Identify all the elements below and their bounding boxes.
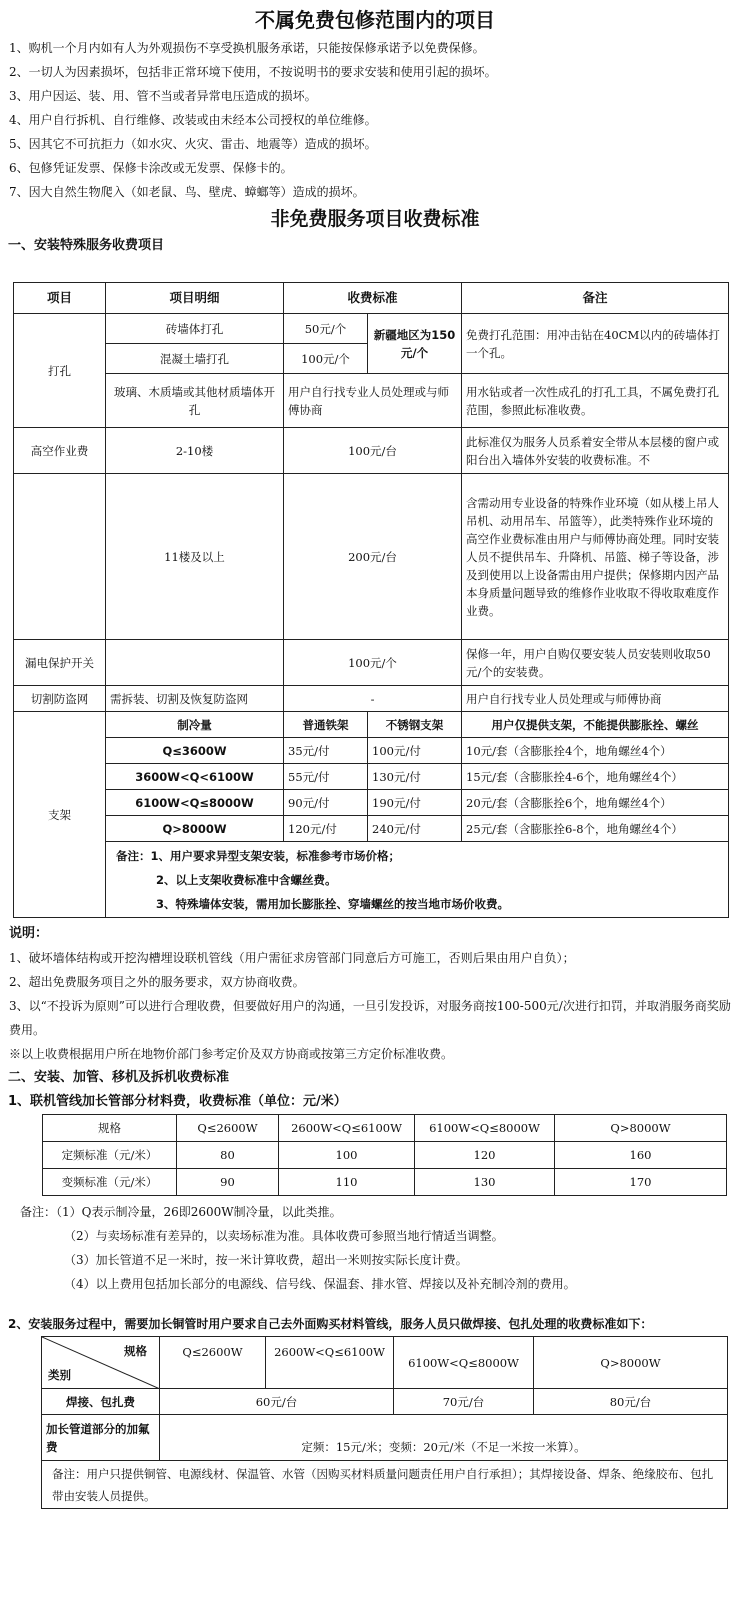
pipe-header-col: Q≤2600W xyxy=(177,1115,279,1142)
pipe-header-col: Q>8000W xyxy=(555,1115,727,1142)
bracket-capacity: Q>8000W xyxy=(106,816,284,842)
section-heading-1: 一、安装特殊服务收费项目 xyxy=(8,238,165,253)
bracket-notes xyxy=(106,842,729,918)
welding-fee: 70元/台 xyxy=(394,1389,534,1415)
explanation xyxy=(0,922,750,1066)
bracket-screw-fee: 10元/套（含膨胀拴4个，地角螺丝4个） xyxy=(462,738,729,764)
fluor-row-label: 加长管道部分的加氟费 xyxy=(42,1415,160,1461)
drill-glass-fee: 用户自行找专业人员处理或与师傅协商 xyxy=(284,374,462,428)
corner-category: 类别 xyxy=(48,1367,71,1382)
explanation-item: 2、超出免费服务项目之外的服务要求，双方协商收费。 xyxy=(9,975,305,989)
high-fee-1: 100元/台 xyxy=(284,428,462,474)
pipe-remark: （2）与卖场标准有差异的，以卖场标准为准。具体收费可参照当地行情适当调整。 xyxy=(64,1229,504,1243)
row-label-high-work-2 xyxy=(14,474,106,640)
welding-note: 备注：用户只提供铜管、电源线材、保温管、水管（因购买材料质量问题责任用户自行承担）；其焊接设备、焊条、绝缘胶布、包扎带由安装人员提供。 xyxy=(42,1461,728,1509)
fluor-fee: 定频：15元/米；变频：20元/米（不足一米按一米算）。 xyxy=(160,1415,728,1461)
special-service-fee-table xyxy=(13,282,729,918)
bracket-capacity: 3600W<Q<6100W xyxy=(106,764,284,790)
title-not-free-repair: 不属免费包修范围内的项目 xyxy=(255,8,495,32)
welding-header-col: 2600W<Q≤6100W xyxy=(266,1337,394,1389)
pipe-remark: 备注：（1）Q表示制冷量，26即2600W制冷量，以此类推。 xyxy=(20,1205,342,1219)
explanation-heading: 说明： xyxy=(9,926,49,941)
row-label-leak-switch: 漏电保护开关 xyxy=(14,640,106,686)
row-label-drill: 打孔 xyxy=(14,314,106,428)
bracket-steel-fee: 130元/付 xyxy=(368,764,462,790)
subsection-pipe-fee: 1、联机管线加长管部分材料费，收费标准（单位：元/米） xyxy=(8,1094,347,1109)
pipe-row-label: 变频标准（元/米） xyxy=(43,1169,177,1196)
drill-brick-fee: 50元/个 xyxy=(284,314,368,344)
pipe-cell: 120 xyxy=(415,1142,555,1169)
welding-fee: 60元/台 xyxy=(160,1389,394,1415)
bracket-iron-fee: 90元/付 xyxy=(284,790,368,816)
high-detail-1: 2-10楼 xyxy=(106,428,284,474)
high-fee-2: 200元/台 xyxy=(284,474,462,640)
title-fee-standard: 非免费服务项目收费标准 xyxy=(270,208,480,230)
col-header-detail: 项目明细 xyxy=(106,283,284,314)
list-item: 1、购机一个月内如有人为外观损伤不享受换机服务承诺，只能按保修承诺予以免费保修。 xyxy=(9,41,485,55)
welding-corner-cell xyxy=(42,1337,160,1389)
bracket-steel-fee: 240元/付 xyxy=(368,816,462,842)
pipe-cell: 160 xyxy=(555,1142,727,1169)
pipe-header-col: 6100W<Q≤8000W xyxy=(415,1115,555,1142)
guard-detail: 需拆装、切割及恢复防盗网 xyxy=(106,686,284,712)
bracket-note: 3、特殊墙体安装，需用加长膨胀拴、穿墙螺丝的按当地市场价收费。 xyxy=(156,896,509,911)
welding-fee-table xyxy=(41,1336,728,1509)
pipe-remark: （3）加长管道不足一米时，按一米计算收费，超出一米则按实际长度计费。 xyxy=(64,1253,468,1267)
bracket-screw-fee: 15元/套（含膨胀拴4-6个，地角螺丝4个） xyxy=(462,764,729,790)
drill-concrete: 混凝土墙打孔 xyxy=(106,344,284,374)
col-header-fee: 收费标准 xyxy=(284,283,462,314)
bracket-screw-fee: 20元/套（含膨胀拴6个，地角螺丝4个） xyxy=(462,790,729,816)
section-heading-2: 二、安装、加管、移机及拆机收费标准 xyxy=(8,1070,230,1085)
bracket-steel-fee: 100元/付 xyxy=(368,738,462,764)
subsection-welding: 2、安装服务过程中，需要加长铜管时用户要求自己去外面购买材料管线，服务人员只做焊接、包扎处理的收费标准如下： xyxy=(8,1317,653,1331)
welding-header-col: Q>8000W xyxy=(534,1337,728,1389)
list-item: 3、用户因运、装、用、管不当或者异常电压造成的损坏。 xyxy=(9,89,317,103)
pipe-cell: 90 xyxy=(177,1169,279,1196)
row-label-high-work: 高空作业费 xyxy=(14,428,106,474)
pipe-header-spec: 规格 xyxy=(43,1115,177,1142)
high-detail-2: 11楼及以上 xyxy=(106,474,284,640)
bracket-capacity: Q≤3600W xyxy=(106,738,284,764)
guard-note: 用户自行找专业人员处理或与师傅协商 xyxy=(462,686,729,712)
explanation-item: ※以上收费根据用户所在地物价部门参考定价及双方协商或按第三方定价标准收费。 xyxy=(9,1047,454,1061)
pipe-row-label: 定频标准（元/米） xyxy=(43,1142,177,1169)
bracket-note: 2、以上支架收费标准中含螺丝费。 xyxy=(156,872,337,887)
bracket-capacity: 6100W<Q≤8000W xyxy=(106,790,284,816)
list-item: 6、包修凭证发票、保修卡涂改或无发票、保修卡的。 xyxy=(9,161,293,175)
high-note-2: 含需动用专业设备的特殊作业环境（如从楼上吊人吊机、动用吊车、吊篮等），此类特殊作业环境的高空作业费标准由用户与师傅协商处理。同时安装人员不提供吊车、升降机、吊篮、梯子等设备，涉及到使用以上设备需由用户提供；保修期内因产品本身质量问题导致的维修作业收取不得收取难度作业费。 xyxy=(462,474,729,640)
explanation-item: 3、以“不投诉为原则”可以进行合理收费，但要做好用户的沟通，一旦引发投诉，对服务商按100-500元/次进行扣罚，并取消服务商奖励费用。 xyxy=(9,999,731,1037)
bracket-header-iron: 普通铁架 xyxy=(284,712,368,738)
welding-row-label: 焊接、包扎费 xyxy=(42,1389,160,1415)
bracket-screw-fee: 25元/套（含膨胀拴6-8个，地角螺丝4个） xyxy=(462,816,729,842)
pipe-extension-fee-table xyxy=(42,1114,727,1196)
list-item: 7、因大自然生物爬入（如老鼠、鸟、壁虎、蟑螂等）造成的损坏。 xyxy=(9,185,365,199)
welding-header-col: Q≤2600W xyxy=(160,1337,266,1389)
bracket-header-steel: 不锈钢支架 xyxy=(368,712,462,738)
leak-fee: 100元/个 xyxy=(284,640,462,686)
pipe-cell: 80 xyxy=(177,1142,279,1169)
guard-fee: - xyxy=(284,686,462,712)
pipe-cell: 110 xyxy=(279,1169,415,1196)
bracket-note: 备注：1、用户要求异型支架安装，标准参考市场价格； xyxy=(116,848,400,863)
list-item: 2、一切人为因素损坏，包括非正常环境下使用，不按说明书的要求安装和使用引起的损坏。 xyxy=(9,65,497,79)
exclusion-list xyxy=(0,36,750,204)
pipe-cell: 100 xyxy=(279,1142,415,1169)
drill-note-free: 免费打孔范围：用冲击钻在40CM以内的砖墙体打一个孔。 xyxy=(462,314,729,374)
bracket-header-capacity: 制冷量 xyxy=(106,712,284,738)
drill-concrete-fee: 100元/个 xyxy=(284,344,368,374)
leak-note: 保修一年，用户自购仅要安装人员安装则收取50元/个的安装费。 xyxy=(462,640,729,686)
welding-fee: 80元/台 xyxy=(534,1389,728,1415)
list-item: 4、用户自行拆机、自行维修、改装或由未经本公司授权的单位维修。 xyxy=(9,113,377,127)
pipe-cell: 170 xyxy=(555,1169,727,1196)
drill-xinjiang-fee: 新疆地区为150元/个 xyxy=(368,314,462,374)
row-label-guard: 切割防盗网 xyxy=(14,686,106,712)
drill-brick: 砖墙体打孔 xyxy=(106,314,284,344)
bracket-iron-fee: 120元/付 xyxy=(284,816,368,842)
row-label-bracket: 支架 xyxy=(14,712,106,918)
pipe-header-col: 2600W<Q≤6100W xyxy=(279,1115,415,1142)
high-note-1: 此标准仅为服务人员系着安全带从本层楼的窗户或阳台出入墙体外安装的收费标准。不 xyxy=(462,428,729,474)
pipe-cell: 130 xyxy=(415,1169,555,1196)
bracket-steel-fee: 190元/付 xyxy=(368,790,462,816)
bracket-iron-fee: 55元/付 xyxy=(284,764,368,790)
welding-header-col: 6100W<Q≤8000W xyxy=(394,1337,534,1389)
explanation-item: 1、破坏墙体结构或开挖沟槽埋设联机管线（用户需征求房管部门同意后方可施工，否则后果由用户自负）； xyxy=(9,951,575,965)
leak-detail xyxy=(106,640,284,686)
drill-glass: 玻璃、木质墙或其他材质墙体开孔 xyxy=(106,374,284,428)
corner-spec: 规格 xyxy=(124,1343,147,1358)
pipe-remarks xyxy=(0,1200,750,1296)
bracket-iron-fee: 35元/付 xyxy=(284,738,368,764)
col-header-item: 项目 xyxy=(14,283,106,314)
list-item: 5、因其它不可抗拒力（如水灾、火灾、雷击、地震等）造成的损坏。 xyxy=(9,137,377,151)
drill-note-tools: 用水钻或者一次性成孔的打孔工具，不属免费打孔范围，参照此标准收费。 xyxy=(462,374,729,428)
bracket-header-screw: 用户仅提供支架，不能提供膨胀拴、螺丝 xyxy=(462,712,729,738)
col-header-note: 备注 xyxy=(462,283,729,314)
pipe-remark: （4）以上费用包括加长部分的电源线、信号线、保温套、排水管、焊接以及补充制冷剂的费用。 xyxy=(64,1277,576,1291)
